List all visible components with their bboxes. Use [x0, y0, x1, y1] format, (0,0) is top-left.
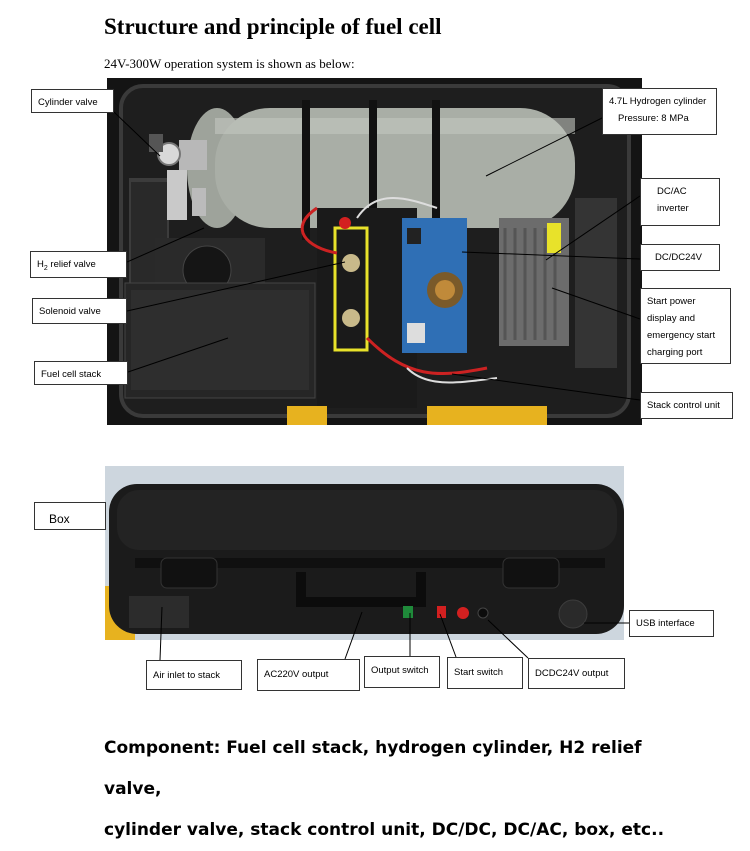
label-usb-interface-text: USB interface: [636, 618, 695, 629]
label-stack-control-unit-text: Stack control unit: [647, 400, 720, 411]
label-box-text: Box: [49, 512, 70, 526]
label-start-power-line2: display and: [647, 313, 696, 325]
label-solenoid-valve: [32, 298, 127, 324]
label-start-power-line3: emergency start: [647, 330, 716, 342]
label-ac220v-output-text: AC220V output: [264, 669, 329, 680]
label-dcac-inverter: [640, 178, 720, 226]
label-hydrogen-cylinder-line1: 4.7L Hydrogen cylinder: [609, 96, 707, 107]
label-start-switch-text: Start switch: [454, 667, 504, 678]
label-solenoid-valve-text: Solenoid valve: [39, 306, 101, 317]
label-cylinder-valve-text: Cylinder valve: [38, 97, 98, 108]
open-case-photo: [107, 78, 642, 425]
page-title: Structure and principle of fuel cell: [104, 14, 442, 39]
label-h2-sub: 2: [43, 264, 48, 272]
label-hydrogen-cylinder: [602, 88, 717, 135]
label-output-switch-text: Output switch: [371, 665, 429, 676]
label-stack-control-unit: [640, 392, 733, 419]
label-h2-prefix: H: [37, 259, 44, 270]
label-dcdc24v-output-text: DCDC24V output: [535, 668, 609, 679]
label-ac220v-output: [257, 659, 360, 691]
label-fuel-cell-stack-text: Fuel cell stack: [41, 369, 102, 380]
label-fuel-cell-stack: [34, 361, 128, 385]
label-dcdc24v-output: [528, 658, 625, 689]
label-dcac-line2: inverter: [657, 203, 689, 215]
label-box: [34, 502, 106, 530]
label-output-switch: [364, 656, 440, 688]
label-dcac-line1: DC/AC: [657, 186, 687, 197]
label-h2-relief-valve: [30, 251, 127, 278]
page-subtitle: 24V-300W operation system is shown as below:: [104, 56, 355, 71]
label-air-inlet: [146, 660, 242, 690]
component-line1: Component: Fuel cell stack, hydrogen cylinder, H2 relief valve,: [104, 738, 642, 799]
label-start-power-line4: charging port: [647, 347, 703, 359]
component-line2: cylinder valve, stack control unit, DC/DC, DC/AC, box, etc..: [104, 820, 665, 840]
label-dcdc24v: [640, 244, 720, 271]
label-start-power-line1: Start power: [647, 296, 696, 307]
label-usb-interface: [629, 610, 714, 637]
label-cylinder-valve: [31, 89, 114, 113]
label-h2-suffix: relief valve: [47, 259, 96, 270]
component-summary: [104, 728, 704, 851]
label-start-power: [640, 288, 731, 364]
label-start-switch: [447, 657, 523, 689]
label-dcdc24v-text: DC/DC24V: [655, 252, 702, 263]
label-air-inlet-text: Air inlet to stack: [153, 670, 221, 681]
label-hydrogen-cylinder-line2: Pressure: 8 MPa: [618, 113, 689, 125]
closed-box-photo: [105, 466, 624, 640]
